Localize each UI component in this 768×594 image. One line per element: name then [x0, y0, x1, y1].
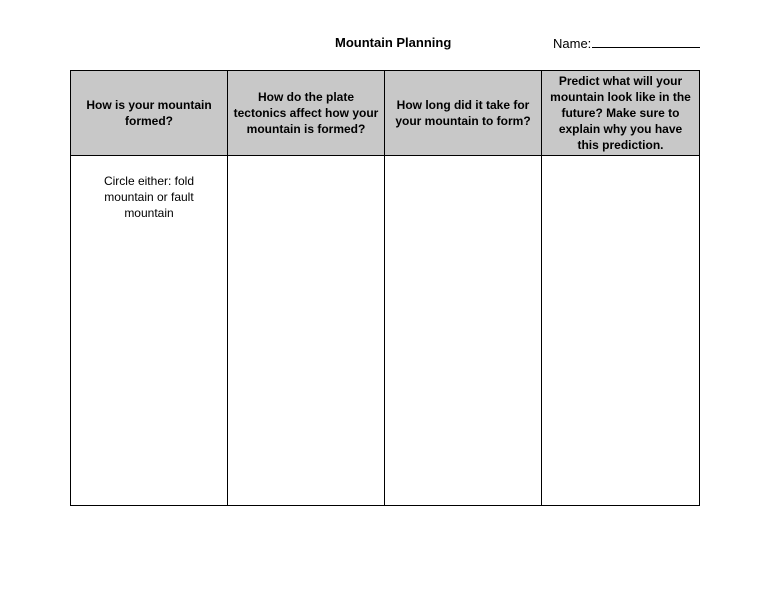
column-header-duration: How long did it take for your mountain to form?	[385, 71, 542, 156]
name-label: Name:	[553, 36, 592, 51]
prediction-answer-cell[interactable]	[542, 156, 700, 506]
header-row	[71, 71, 700, 156]
plate-tectonics-answer-cell[interactable]	[228, 156, 385, 506]
column-header-plate-tectonics: How do the plate tectonics affect how your mountain is formed?	[228, 71, 385, 156]
column-header-formation: How is your mountain formed?	[71, 71, 228, 156]
page-title: Mountain Planning	[335, 35, 452, 50]
name-blank-line[interactable]	[592, 35, 700, 48]
planning-table	[70, 70, 700, 506]
column-header-prediction: Predict what will your mountain look like in the future? Make sure to explain why you have this prediction.	[542, 71, 700, 156]
table-row	[71, 156, 700, 506]
duration-answer-cell[interactable]	[385, 156, 542, 506]
name-field	[553, 35, 700, 51]
formation-answer-cell[interactable]: Circle either: fold mountain or fault mountain	[71, 156, 228, 506]
